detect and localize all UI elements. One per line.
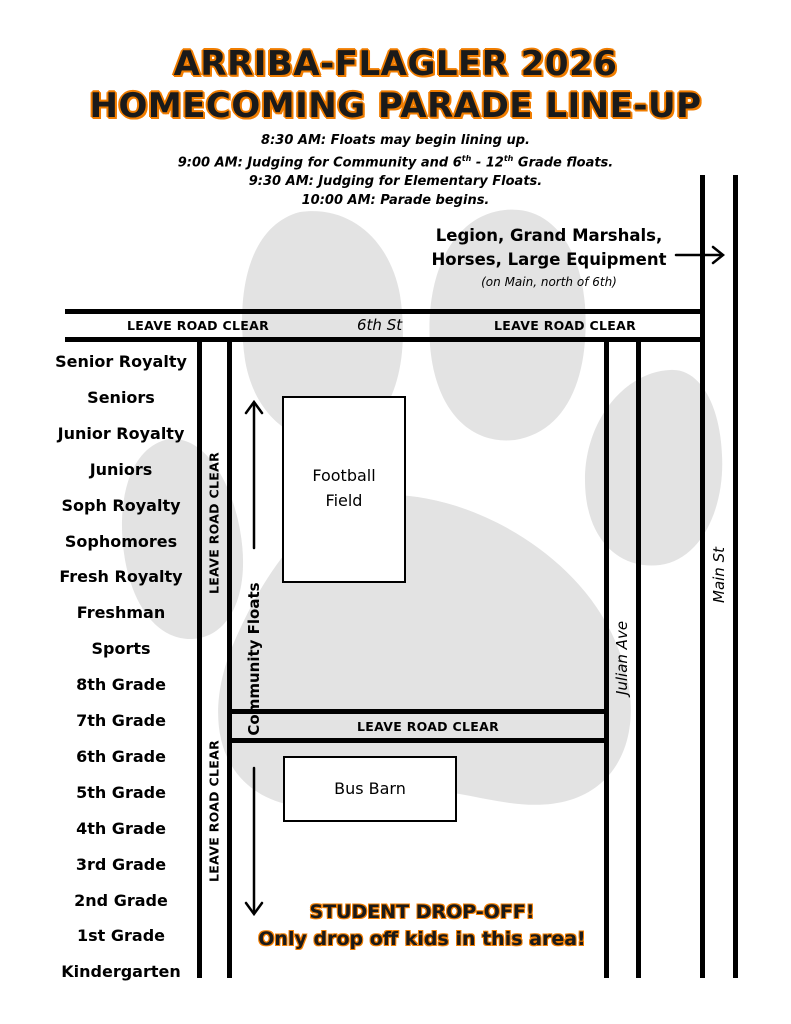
schedule-line-2: 9:00 AM: Judging for Community and 6th - 12th Grade floats.	[177, 154, 614, 171]
lineup-item: Freshman	[76, 603, 166, 623]
title-line-2: HOMECOMING PARADE LINE-UP	[89, 86, 702, 126]
lineup-item: Sophomores	[64, 531, 178, 551]
lineup-item: 7th Grade	[76, 711, 166, 730]
lineup-item: Seniors	[87, 387, 155, 407]
schedule-line-3: 9:30 AM: Judging for Elementary Floats.	[248, 174, 543, 189]
schedule-line-4: 10:00 AM: Parade begins.	[301, 193, 490, 208]
community-floats-label: Community Floats	[245, 582, 263, 736]
leave-road-clear-sixth-east: LEAVE ROAD CLEAR	[494, 318, 636, 333]
lineup-item: Sports	[91, 639, 151, 659]
leave-road-clear-bus-road: LEAVE ROAD CLEAR	[357, 719, 499, 734]
lineup-item: Soph Royalty	[61, 495, 181, 515]
street-label-main-st: Main St	[710, 547, 728, 603]
lineup-item: Kindergarten	[61, 962, 181, 982]
football-field-label: Football Field	[312, 466, 376, 510]
leave-road-clear-west-north: LEAVE ROAD CLEAR	[206, 452, 222, 594]
legion-line-2: Horses, Large Equipment	[431, 250, 667, 269]
schedule-line-1: 8:30 AM: Floats may begin lining up.	[261, 133, 530, 148]
lineup-item: 4th Grade	[76, 818, 166, 838]
lineup-item: 2nd Grade	[74, 890, 168, 910]
lineup-item: 1st Grade	[77, 926, 165, 946]
student-dropoff-heading: STUDENT DROP-OFF!	[309, 901, 535, 923]
bus-barn-label: Bus Barn	[334, 779, 406, 798]
legion-line-1: Legion, Grand Marshals,	[435, 226, 663, 245]
street-label-sixth-st: 6th St	[357, 316, 403, 334]
lineup-item: Senior Royalty	[55, 352, 187, 371]
legion-note: (on Main, north of 6th)	[481, 275, 617, 289]
student-dropoff-note: Only drop off kids in this area!	[258, 928, 586, 950]
street-label-julian-ave: Julian Ave	[613, 620, 631, 696]
lineup-item: Junior Royalty	[57, 423, 185, 443]
title-line-1: ARRIBA-FLAGLER 2026	[173, 44, 618, 84]
lineup-item: 5th Grade	[76, 782, 166, 802]
lineup-item: 8th Grade	[76, 675, 166, 695]
lineup-item: Juniors	[89, 459, 153, 479]
lineup-item: 3rd Grade	[75, 854, 167, 874]
leave-road-clear-west-south: LEAVE ROAD CLEAR	[206, 740, 222, 882]
lineup-item: Fresh Royalty	[59, 567, 183, 587]
leave-road-clear-sixth-west: LEAVE ROAD CLEAR	[127, 318, 269, 333]
lineup-item: 6th Grade	[76, 746, 166, 766]
